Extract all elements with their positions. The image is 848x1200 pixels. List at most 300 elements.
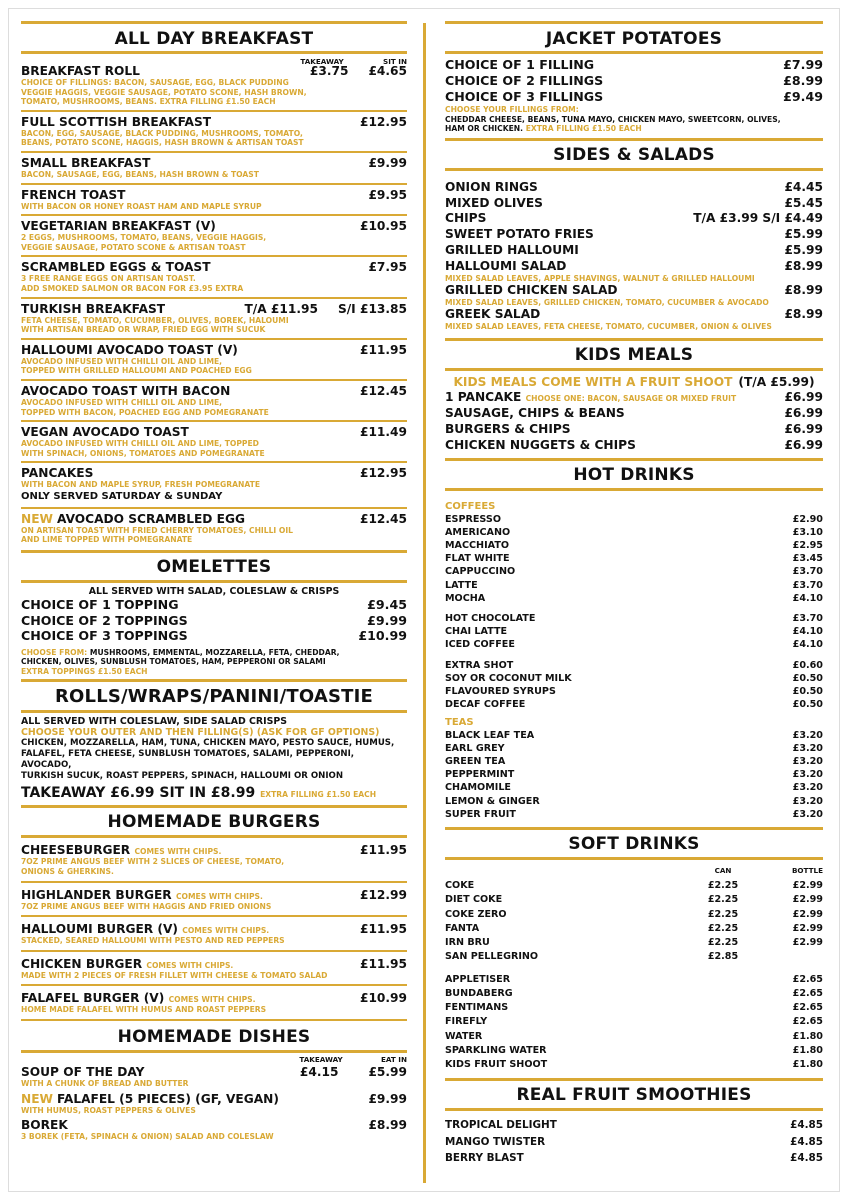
item-tag: COMES WITH CHIPS. (182, 926, 270, 936)
item-name: MANGO TWISTER (445, 1135, 546, 1148)
item-price: £0.60 (792, 659, 823, 671)
smoothie-row (445, 1150, 823, 1167)
item-name: SPARKLING WATER (445, 1044, 547, 1056)
item-desc: 7OZ PRIME ANGUS BEEF WITH HAGGIS AND FRIED ONIONS (21, 901, 272, 911)
teas-label: TEAS (445, 716, 474, 728)
jacket-choose: CHOOSE YOUR FILLINGS FROM: (445, 105, 579, 114)
teas-list (445, 729, 823, 821)
item-name: ONION RINGS (445, 179, 538, 194)
item-price: £4.85 (790, 1135, 823, 1148)
item-price: £8.99 (784, 283, 823, 298)
item-name: MACCHIATO (445, 540, 510, 552)
item-name: BUNDABERG (445, 987, 513, 999)
rolls-block (21, 713, 407, 805)
item-name (21, 1118, 68, 1132)
item-price: £7.95 (368, 260, 407, 275)
item-desc: WITH HUMUS, ROAST PEPPERS & OLIVES (21, 1105, 196, 1115)
item-price: £4.85 (790, 1152, 823, 1165)
item-name (21, 1065, 144, 1079)
item-name-text: PANCAKES (21, 466, 94, 481)
item-name (21, 922, 269, 936)
section-title-kids: KIDS MEALS (574, 344, 694, 365)
can-row (445, 879, 823, 893)
item-prices (693, 879, 823, 893)
omelettes-block (21, 583, 407, 679)
price-sitin: S/I £13.85 (337, 301, 407, 316)
new-badge: NEW (21, 1091, 53, 1106)
menu-item (21, 153, 407, 185)
item-price: £11.95 (359, 843, 407, 858)
price-sitin: £4.65 (368, 64, 407, 78)
item-name-text: BREAKFAST ROLL (21, 64, 140, 78)
item-name: AMERICANO (445, 526, 511, 538)
drink-row (445, 659, 823, 672)
item-name (21, 115, 211, 129)
drink-row (445, 987, 823, 1001)
item-name: GRILLED HALLOUMI (445, 242, 579, 257)
item-price: £8.99 (783, 73, 823, 88)
menu-item (21, 463, 407, 509)
item-price: £11.49 (359, 425, 407, 440)
item-name-text: HIGHLANDER BURGER (21, 887, 172, 902)
item-desc: 3 FREE RANGE EGGS ON ARTISAN TOAST. (21, 274, 196, 284)
item-price: £9.95 (368, 187, 407, 202)
item-name-text: BURGERS & CHIPS (445, 421, 571, 436)
item-desc: WITH BACON OR HONEY ROAST HAM AND MAPLE SYRUP (21, 201, 262, 211)
item-name: BLACK LEAF TEA (445, 729, 535, 741)
item-name-text: FULL SCOTTISH BREAKFAST (21, 114, 212, 129)
item-row (21, 384, 407, 398)
item-name (21, 512, 245, 526)
price-bottle: £2.99 (792, 922, 823, 934)
item-row (21, 843, 407, 857)
drink-row (445, 1058, 823, 1072)
hot-drinks-group (445, 612, 823, 652)
item-row (21, 64, 407, 78)
menu-item (21, 185, 407, 217)
item-price: £2.65 (792, 987, 823, 999)
item-desc: ONIONS & GHERKINS. (21, 866, 114, 876)
tea-row (445, 795, 823, 808)
item-price: £11.95 (359, 342, 407, 357)
item-name: LEMON & GINGER (445, 795, 540, 807)
item-price: £1.80 (792, 1030, 823, 1042)
item-prices (368, 1118, 407, 1132)
item-name: CHOICE OF 2 TOPPINGS (21, 612, 188, 628)
item-price: £8.99 (784, 307, 823, 322)
section-title-jacket: JACKET POTATOES (545, 29, 723, 49)
breakfast-list (21, 54, 407, 548)
price-bottle: £2.99 (792, 937, 823, 949)
item-desc: MIXED SALAD LEAVES, APPLE SHAVINGS, WALNUT & GRILLED HALLOUMI (445, 273, 755, 283)
rolls-price-line (21, 785, 407, 801)
item-price: £9.45 (367, 597, 407, 613)
item-name (21, 957, 233, 971)
item-row (21, 115, 407, 129)
item-desc: TOPPED WITH BACON, POACHED EGG AND POMEGRANATE (21, 407, 269, 417)
item-name: FLAT WHITE (445, 553, 510, 565)
item-desc: BACON, EGG, SAUSAGE, BLACK PUDDING, MUSHROOMS, TOMATO, (21, 128, 303, 138)
item-desc: MIXED SALAD LEAVES, FETA CHEESE, TOMATO, CUCUMBER, ONION & OLIVES (445, 322, 772, 332)
choose-line1: MUSHROOMS, EMMENTAL, MOZZARELLA, FETA, CHEDDAR, (89, 647, 340, 657)
can-row (445, 893, 823, 907)
burgers-list (21, 838, 407, 1021)
item-desc: WITH SPINACH, ONIONS, TOMATOES AND POMEGRANATE (21, 448, 265, 458)
rolls-line1: ALL SERVED WITH COLESLAW, SIDE SALAD CRISPS (21, 716, 288, 728)
item-price: £3.20 (792, 795, 823, 807)
section-title-smoothies: REAL FRUIT SMOOTHIES (516, 1085, 752, 1106)
item-price: £10.99 (358, 628, 407, 644)
item-row (21, 260, 407, 274)
omelette-row (21, 613, 407, 629)
item-name: COKE (445, 879, 475, 891)
item-name (21, 466, 93, 480)
item-price: £3.70 (792, 613, 823, 625)
item-price: £8.99 (368, 1118, 407, 1133)
item-name-text: HALLOUMI AVOCADO TOAST (V) (21, 342, 238, 357)
soft-col-headers (445, 866, 823, 875)
item-price: £2.90 (792, 513, 823, 525)
item-name (21, 343, 238, 357)
kids-row (445, 405, 823, 421)
hot-drinks-list (445, 513, 823, 712)
item-price: £9.99 (368, 1091, 407, 1106)
item-price: £6.99 (784, 437, 823, 452)
item-desc: 7OZ PRIME ANGUS BEEF WITH 2 SLICES OF CHEESE, TOMATO, (21, 857, 285, 867)
item-price: £8.99 (784, 258, 823, 273)
item-name-text: BOREK (21, 1118, 68, 1133)
kids-promo (445, 375, 823, 389)
section-title-sides: SIDES & SALADS (553, 144, 715, 165)
col-sitin: SIT IN (383, 57, 407, 66)
item-name: CHIPS (445, 211, 487, 226)
kids-promo-text: KIDS MEALS COME WITH A FRUIT SHOOT (453, 374, 733, 389)
menu-item (21, 112, 407, 153)
item-name-text: CHEESEBURGER (21, 843, 131, 858)
item-price: £4.10 (792, 592, 823, 604)
item-price: £3.10 (792, 526, 823, 538)
section-title-omelettes: OMELETTES (156, 557, 272, 578)
jacket-fillings-2 (445, 124, 823, 134)
item-row (21, 922, 407, 936)
right-column (445, 21, 823, 1173)
item-row (21, 1118, 407, 1132)
hot-drinks-group (445, 659, 823, 712)
burger-item (21, 883, 407, 918)
item-price: £4.10 (792, 626, 823, 638)
item-name (445, 405, 625, 421)
kids-promo-price: (T/A £5.99) (738, 374, 815, 389)
item-name-text: CHICKEN BURGER (21, 956, 143, 971)
menu-item (21, 257, 407, 298)
item-name: COKE ZERO (445, 908, 507, 920)
drink-row (445, 1001, 823, 1015)
item-name (21, 1092, 279, 1106)
menu-page (8, 8, 840, 1192)
jacket-block (445, 54, 823, 138)
rolls-line2: CHOOSE YOUR OUTER AND THEN FILLING(S) (ASK FOR GF OPTIONS) (21, 727, 380, 739)
item-desc: BEANS, POTATO SCONE, HAGGIS, HASH BROWN & ARTISAN TOAST (21, 138, 304, 148)
jacket-row (445, 57, 823, 73)
omelette-row (21, 628, 407, 644)
item-desc: WITH ARTISAN BREAD OR WRAP, FRIED EGG WITH SUCUK (21, 325, 266, 335)
item-price: £3.70 (792, 579, 823, 591)
item-row (21, 1092, 407, 1106)
jacket-row (445, 73, 823, 89)
item-tag: COMES WITH CHIPS. (146, 960, 234, 970)
item-name: ICED COFFEE (445, 639, 515, 651)
item-name (21, 991, 256, 1005)
item-row (21, 957, 407, 971)
item-name: FIREFLY (445, 1016, 488, 1028)
item-row (21, 466, 407, 480)
drink-row (445, 539, 823, 552)
dish-item (21, 1091, 407, 1118)
jacket-list (445, 57, 823, 105)
item-desc: STACKED, SEARED HALLOUMI WITH PESTO AND RED PEPPERS (21, 936, 285, 946)
item-name: MOCHA (445, 592, 486, 604)
jacket-extra: EXTRA FILLING £1.50 EACH (525, 124, 642, 134)
item-price: £5.99 (368, 1064, 407, 1079)
price-bottle (753, 950, 823, 964)
drink-row (445, 513, 823, 526)
item-name: GRILLED CHICKEN SALAD (445, 283, 618, 298)
dishes-list (21, 1064, 407, 1144)
item-prices (300, 1065, 407, 1079)
drink-row (445, 612, 823, 625)
item-price: £2.65 (792, 1002, 823, 1014)
smoothies-list (445, 1111, 823, 1173)
item-price: £9.99 (368, 155, 407, 170)
smoothie-row (445, 1134, 823, 1151)
item-price: £0.50 (792, 672, 823, 684)
price-bottle: £2.99 (792, 894, 823, 906)
drink-row (445, 638, 823, 651)
item-price: £12.95 (359, 466, 407, 481)
item-name: BERRY BLAST (445, 1152, 524, 1165)
item-desc: MADE WITH 2 PIECES OF FRESH FILLET WITH CHEESE & TOMATO SALAD (21, 970, 328, 980)
item-tag: COMES WITH CHIPS. (168, 995, 256, 1005)
drink-row (445, 579, 823, 592)
hot-block (445, 491, 823, 827)
item-name: TROPICAL DELIGHT (445, 1119, 557, 1132)
item-price: T/A £3.99 S/I £4.49 (693, 211, 823, 226)
item-row (21, 219, 407, 233)
side-row (445, 180, 823, 196)
item-row (21, 991, 407, 1005)
item-row (21, 156, 407, 170)
item-name: DIET COKE (445, 894, 503, 906)
item-prices (693, 936, 823, 950)
item-name: FANTA (445, 922, 480, 934)
choose-from-label: CHOOSE FROM: (21, 647, 88, 657)
item-price: £3.20 (792, 808, 823, 820)
item-price: £10.95 (359, 219, 407, 234)
item-name: GREEN TEA (445, 755, 506, 767)
price-can: £2.25 (707, 937, 739, 949)
item-name-text: AVOCADO TOAST WITH BACON (21, 383, 231, 398)
item-price: £0.50 (792, 686, 823, 698)
price-bottle: £2.99 (792, 908, 823, 920)
item-name-text: CHICKEN NUGGETS & CHIPS (445, 437, 636, 452)
price-takeaway: £3.75 (309, 64, 349, 78)
section-title-dishes: HOMEMADE DISHES (117, 1026, 311, 1047)
item-desc: ADD SMOKED SALMON OR BACON FOR £3.95 EXTRA (21, 283, 244, 293)
item-name: LATTE (445, 579, 478, 591)
item-name (21, 425, 189, 439)
item-price: £2.65 (792, 1016, 823, 1028)
drink-row (445, 565, 823, 578)
tea-row (445, 755, 823, 768)
sides-list (445, 171, 823, 338)
omelette-row (21, 597, 407, 613)
item-name-text: 1 PANCAKE (445, 389, 522, 404)
item-name: SUPER FRUIT (445, 808, 516, 820)
item-name: HALLOUMI SALAD (445, 258, 567, 273)
price-takeaway: £4.15 (299, 1064, 339, 1079)
item-name (21, 843, 221, 857)
item-row (21, 302, 407, 316)
item-name: MIXED OLIVES (445, 195, 543, 210)
drink-row (445, 672, 823, 685)
item-name-text: FRENCH TOAST (21, 187, 126, 202)
item-name (21, 219, 216, 233)
item-price: £2.65 (792, 973, 823, 985)
item-price: £5.45 (784, 195, 823, 210)
item-desc: CHOICE OF FILLINGS: BACON, SAUSAGE, EGG, BLACK PUDDING (21, 78, 289, 87)
item-name: APPLETISER (445, 973, 511, 985)
side-row (445, 307, 823, 323)
item-desc: AVOCADO INFUSED WITH CHILLI OIL AND LIME, (21, 356, 223, 366)
item-name: ESPRESSO (445, 513, 501, 525)
item-name-text: SOUP OF THE DAY (21, 1064, 145, 1079)
item-name: CHOICE OF 1 TOPPING (21, 597, 179, 613)
item-price: £6.99 (784, 405, 823, 420)
item-price: £3.20 (792, 769, 823, 781)
menu-item (21, 54, 407, 112)
item-desc: WITH BACON AND MAPLE SYRUP, FRESH POMEGRANATE (21, 480, 261, 490)
drink-row (445, 1015, 823, 1029)
price-can: £2.25 (707, 908, 739, 920)
jacket-fillings-1: CHEDDAR CHEESE, BEANS, TUNA MAYO, CHICKEN MAYO, SWEETCORN, OLIVES, (445, 114, 781, 124)
item-name: CHOICE OF 3 FILLINGS (445, 89, 604, 104)
drink-row (445, 973, 823, 987)
item-name (21, 384, 230, 398)
item-name: CHOICE OF 3 TOPPINGS (21, 628, 188, 644)
item-row (21, 343, 407, 357)
item-name (21, 888, 263, 902)
item-name: PEPPERMINT (445, 769, 515, 781)
item-desc: AND LIME TOPPED WITH POMEGRANATE (21, 535, 193, 545)
jacket-row (445, 89, 823, 105)
item-row (21, 1065, 407, 1079)
drink-row (445, 685, 823, 698)
item-name-text: HALLOUMI BURGER (V) (21, 922, 178, 937)
item-desc: FETA CHEESE, TOMATO, CUCUMBER, OLIVES, BOREK, HALOUMI (21, 315, 289, 325)
item-tag: CHOOSE ONE: BACON, SAUSAGE OR MIXED FRUIT (525, 393, 737, 403)
rolls-line3: CHICKEN, MOZZARELLA, HAM, TUNA, CHICKEN MAYO, PESTO SAUCE, HUMUS, (21, 738, 395, 749)
item-price: £3.20 (792, 782, 823, 794)
item-price: £11.95 (359, 956, 407, 971)
item-desc-extra: EXTRA FILLING £1.50 EACH (159, 97, 276, 107)
col-eatin: EAT IN (380, 1054, 407, 1064)
menu-item (21, 509, 407, 548)
burger-item (21, 952, 407, 987)
price-takeaway: T/A £11.95 (244, 301, 318, 316)
menu-item (21, 299, 407, 340)
burger-item (21, 838, 407, 882)
item-name (21, 302, 165, 316)
smoothie-row (445, 1117, 823, 1134)
can-row (445, 922, 823, 936)
omelettes-sub: ALL SERVED WITH SALAD, COLESLAW & CRISPS (88, 586, 340, 598)
item-desc: AVOCADO INFUSED WITH CHILLI OIL AND LIME, (21, 397, 223, 407)
drink-row (445, 526, 823, 539)
section-title-burgers: HOMEMADE BURGERS (107, 812, 321, 833)
item-price: £6.99 (784, 421, 823, 436)
item-price: £10.99 (359, 991, 407, 1006)
item-name (445, 437, 636, 453)
item-prices (310, 64, 407, 78)
item-name: KIDS FRUIT SHOOT (445, 1058, 548, 1070)
item-price: £2.95 (792, 540, 823, 552)
new-badge: NEW (21, 511, 53, 526)
item-name: SAN PELLEGRINO (445, 951, 539, 963)
item-price: £11.95 (359, 922, 407, 937)
item-price: £1.80 (792, 1044, 823, 1056)
side-row (445, 259, 823, 275)
item-tag: COMES WITH CHIPS. (175, 891, 263, 901)
item-price: £0.50 (792, 699, 823, 711)
tea-row (445, 768, 823, 781)
dish-item (21, 1117, 407, 1144)
item-name (445, 421, 571, 437)
drink-row (445, 698, 823, 711)
coffees-label: COFFEES (445, 500, 496, 512)
col-takeaway: TAKEAWAY (299, 1054, 343, 1064)
item-price: £1.80 (792, 1058, 823, 1070)
section-title-rolls: ROLLS/WRAPS/PANINI/TOASTIE (54, 686, 374, 708)
col-bottle: BOTTLE (791, 865, 823, 875)
item-desc-text: TOMATO, MUSHROOMS, BEANS. (21, 97, 157, 107)
cans-list (445, 879, 823, 965)
tea-row (445, 808, 823, 821)
kids-row (445, 389, 823, 405)
choose-line2: CHICKEN, OLIVES, SUNBLUSH TOMATOES, HAM, PEPPERONI OR SALAMI (21, 657, 326, 667)
item-row (21, 425, 407, 439)
rolls-extra: EXTRA FILLING £1.50 EACH (260, 790, 377, 800)
item-name: SWEET POTATO FRIES (445, 227, 594, 242)
item-prices (244, 302, 407, 316)
item-price: £3.20 (792, 755, 823, 767)
item-name-text: VEGAN AVOCADO TOAST (21, 425, 189, 440)
item-name: SOY OR COCONUT MILK (445, 672, 572, 684)
item-price: £7.99 (783, 57, 823, 72)
item-name: FENTIMANS (445, 1002, 509, 1014)
section-title-breakfast: ALL DAY BREAKFAST (114, 29, 314, 49)
section-title-hot: HOT DRINKS (573, 464, 695, 485)
item-name (21, 156, 150, 170)
item-desc: TOPPED WITH GRILLED HALLOUMI AND POACHED EGG (21, 366, 252, 376)
price-can: £2.25 (707, 894, 739, 906)
menu-item (21, 381, 407, 422)
item-name (21, 188, 126, 202)
side-row (445, 211, 823, 227)
item-name: CHAI LATTE (445, 626, 508, 638)
item-name-text: SAUSAGE, CHIPS & BEANS (445, 405, 625, 420)
tea-row (445, 781, 823, 794)
item-name: CHAMOMILE (445, 782, 511, 794)
